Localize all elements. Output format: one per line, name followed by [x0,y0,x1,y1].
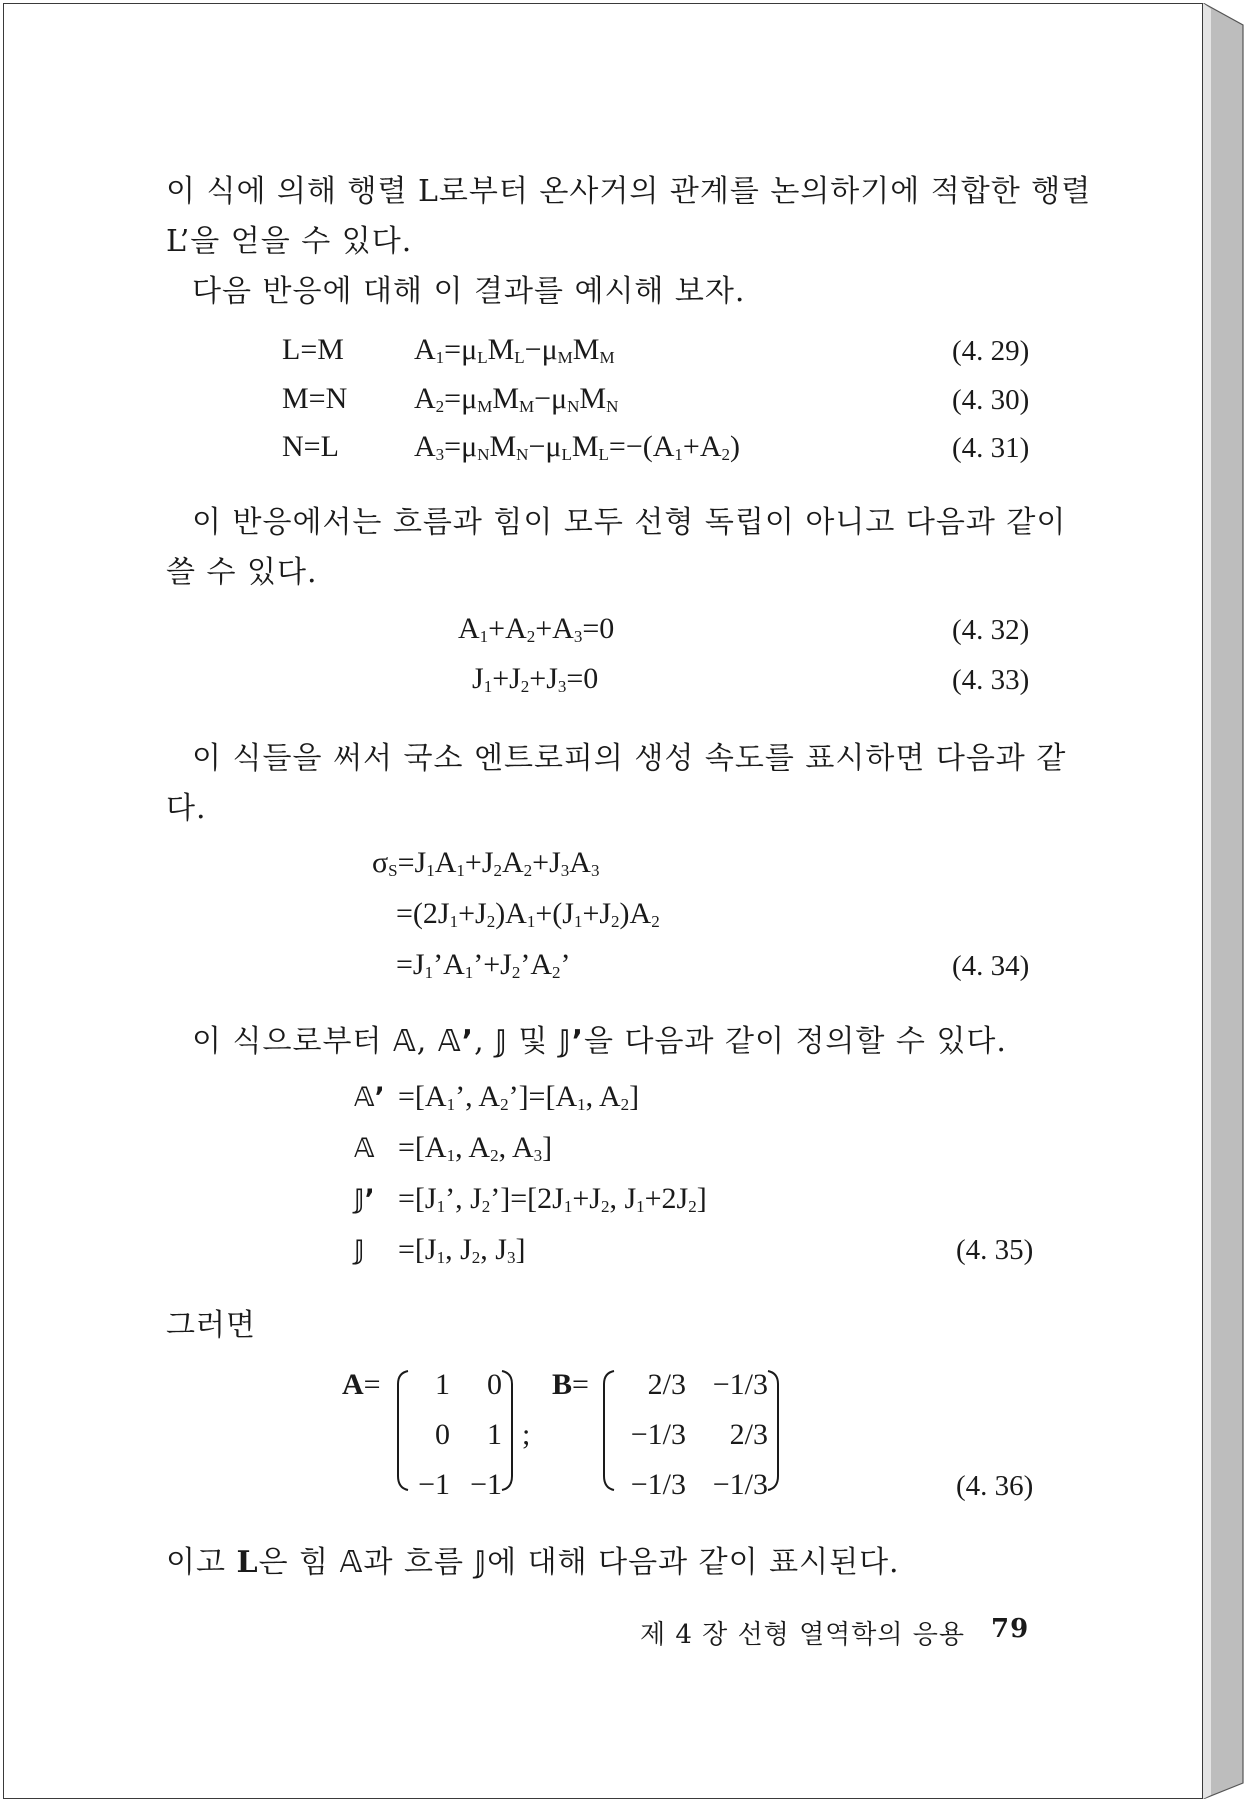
text-line-1: 이 식에 의해 행렬 L로부터 온사거의 관계를 논의하기에 적합한 행렬 [166,174,1092,209]
equation-4-33: $J_1+J_2+J_3=0$ [472,662,599,696]
equation-number: (4. 29) [952,335,1030,367]
matrix-cell: −1/3 [712,1468,768,1501]
matrix-cell: 1 [435,1368,450,1401]
text-segment: , [416,1024,438,1059]
running-footer [640,1614,965,1651]
text-segment: 은 힘 [258,1545,340,1580]
equation-number: (4. 36) [956,1470,1034,1502]
symbol-A-prime: 𝔸’ [437,1024,475,1059]
semicolon: ; [522,1418,531,1451]
page-number: 79 [991,1614,1030,1644]
equation-4-34-line-2: $=(2J_1+J_2)A_1+(J_1+J_2)A_2$ [396,897,660,931]
matrix-cell: −1 [470,1468,502,1501]
text-line-2: L’을 얻을 수 있다. [166,224,413,259]
text-line: 다. [166,791,207,826]
symbol-A: 𝔸 [339,1545,364,1580]
text-segment: 이 식으로부터 [192,1024,393,1059]
symbol-J-prime: 𝕁’ [354,1184,375,1215]
matrix-cell: 2/3 [647,1368,686,1401]
symbol-A: 𝔸 [354,1133,375,1164]
text-segment: 과 흐름 [363,1545,475,1580]
equation-number: (4. 35) [956,1234,1034,1266]
symbol-L: L [236,1545,259,1580]
text-segment: 에 대해 다음과 같이 표시된다. [487,1545,900,1580]
text-segment: 을 다음과 같이 정의할 수 있다. [583,1024,1007,1059]
matrix-label: A [342,1368,364,1401]
symbol-J: 𝕁 [495,1024,508,1059]
symbol-A-prime: 𝔸’ [354,1082,385,1113]
text-line: 쓸 수 있다. [166,555,318,590]
reaction-label: L=M [282,333,344,366]
equation-rhs: $=[A_1$, $A_2$, $A_3$] [398,1131,553,1165]
reaction-affinity-equation: $A_1=\mu_LM_L-\mu_MM_M$ [414,333,615,367]
equation-4-34-line-3: $=J_1’A_1’+J_2’A_2$’ [396,948,571,982]
symbol-A: 𝔸 [392,1024,417,1059]
paragraph-line [166,1537,900,1581]
reaction-affinity-equation: $A_2=\mu_MM_M-\mu_NM_N$ [414,382,619,416]
matrix-cell: 2/3 [729,1418,768,1451]
text-line: 이 식들을 써서 국소 엔트로피의 생성 속도를 표시하면 다음과 같 [192,741,1067,776]
matrix-cell: −1/3 [630,1418,686,1451]
reaction-label: N=L [282,430,339,463]
equation-4-34-line-1: $\sigma_S=J_1A_1+J_2A_2+J_3A_3$ [372,846,600,880]
reaction-label: M=N [282,382,348,415]
equation-rhs: $=[J_1$, $J_2$, $J_3$] [398,1233,526,1267]
equals-sign: = [572,1368,589,1401]
left-bracket [398,1371,408,1490]
equation-number: (4. 32) [952,614,1030,646]
right-bracket [502,1371,512,1490]
matrix-cell: −1 [418,1468,450,1501]
equals-sign: = [363,1368,381,1401]
equation-rhs: $=[J_1$’, $J_2’]=[2J_1+J_2$, $J_1+2J_2$] [398,1182,707,1216]
reaction-affinity-equation: $A_3=\mu_NM_N-\mu_LM_L=-(A_1+A_2)$ [414,430,741,464]
chapter-title: 제 4 장 선형 열역학의 응용 [640,1620,966,1650]
left-bracket [604,1371,614,1490]
matrix-cell: 1 [487,1418,502,1451]
text-segment: , [474,1024,496,1059]
right-bracket [768,1371,778,1490]
equation-4-32: $A_1+A_2+A_3=0$ [458,612,615,646]
matrix-cell: 0 [487,1368,502,1401]
text-segment: 이고 [166,1545,237,1580]
matrix-label: B [552,1368,573,1401]
matrix-cell: 0 [435,1418,450,1451]
symbol-J: 𝕁 [474,1545,488,1580]
text-line: 이 반응에서는 흐름과 힘이 모두 선형 독립이 아니고 다음과 같이 [192,505,1067,540]
matrix-cell: −1/3 [630,1468,686,1501]
text-line-3: 다음 반응에 대해 이 결과를 예시해 보자. [192,274,746,309]
equation-rhs: $=[A_1$’, $A_2’]=[A_1$, $A_2$] [398,1080,640,1114]
text-line: 그러면 [166,1308,256,1343]
text-segment: 및 [507,1024,559,1059]
equation-number: (4. 30) [952,384,1030,416]
equation-number: (4. 31) [952,432,1030,464]
matrix-cell: −1/3 [712,1368,768,1401]
symbol-J: 𝕁 [354,1235,365,1266]
symbol-J-prime: 𝕁’ [558,1024,584,1059]
equation-number: (4. 33) [952,664,1030,696]
equation-number: (4. 34) [952,950,1030,982]
